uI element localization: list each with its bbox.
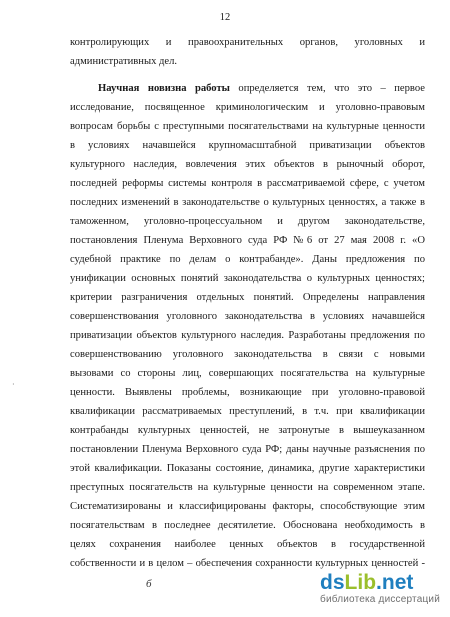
margin-mark: · [12, 380, 15, 389]
text-line: контролирующих и правоохранительных органов, уголовных и [70, 37, 425, 48]
text-line: квалификации рассматриваемых преступлений, в т.ч. при квалификации [70, 406, 425, 417]
paragraph-2 [70, 79, 425, 573]
text-line: приватизации объектов культурного наследия. Разработаны предложения по [70, 330, 425, 341]
text-line: этой квалификации. Показаны состояние, динамика, другие характеристики [70, 463, 425, 474]
text-line: в условиях начавшейся крупномасштабной приватизации объектов [70, 140, 425, 151]
text-line: унификации основных понятий законодательства о культурных ценностях; [70, 273, 425, 284]
text-line: совершенствованию уголовного законодательства в связи с новыми [70, 349, 425, 360]
text-line: постановления Пленума Верховного суда РФ №6 от 27 мая 2008 г. «О [70, 235, 425, 246]
bottom-handwritten-mark: б [146, 578, 152, 590]
text-line: исследование, посвященное криминологическим и уголовно-правовым [70, 102, 425, 113]
text-line: вопросам борьбы с преступными посягательствами на культурные ценности [70, 121, 425, 132]
text-line: последней реформы системы контроля в рассматриваемой сфере, с учетом [70, 178, 425, 189]
page-number: 12 [219, 12, 231, 23]
text-line: собственности и в целом – обеспечения сохранности культурных ценностей - [70, 558, 425, 569]
text-line: судебной практике по делам о контрабанде». Даны предложения по [70, 254, 425, 265]
paragraph-1 [70, 33, 425, 71]
text-line: вызовами со стороны лиц, совершающих посягательства на культурные [70, 368, 425, 379]
text-line: административных дел. [70, 56, 178, 67]
text-line: совершенствования уголовного законодательства в условиях начавшейся [70, 311, 425, 322]
text-line: таможенном, уголовно-процессуальном и другом законодательстве, [70, 216, 425, 227]
text-line: критерии разграничения отдельных понятий. Определены направления [70, 292, 425, 303]
text-line: преступных посягательств на культурные ценности на современном этапе. [70, 482, 425, 493]
text-line: контрабанды культурных ценностей, не затронутые в вышеуказанном [70, 425, 425, 436]
body-text [70, 33, 425, 573]
text-line: постановлении Пленума Верховного суда РФ; даны научные разъяснения по [70, 444, 425, 455]
novelty-heading: Научная новизна работы [98, 83, 230, 94]
dslib-watermark [320, 572, 440, 605]
text-line: посягательствам в последнее десятилетие. Обоснована необходимость в [70, 520, 425, 531]
text-line [70, 79, 425, 98]
text-line: ценности. Выявлены проблемы, возникающие при уголовно-правовой [70, 387, 425, 398]
text-line: Систематизированы и классифицированы факторы, способствующие этим [70, 501, 425, 512]
text-line: целях сохранения наиболее ценных объектов в государственной [70, 539, 425, 550]
text-line: последних изменений в законодательстве о культурных ценностях, а также в [70, 197, 425, 208]
text-line: культурного наследия, вовлечения этих объектов в рыночный оборот, [70, 159, 425, 170]
dslib-logo: dsLib.net [320, 571, 414, 594]
watermark-caption: библиотека диссертаций [320, 594, 440, 605]
novelty-lead-text: определяется тем, что это – первое [229, 83, 425, 94]
